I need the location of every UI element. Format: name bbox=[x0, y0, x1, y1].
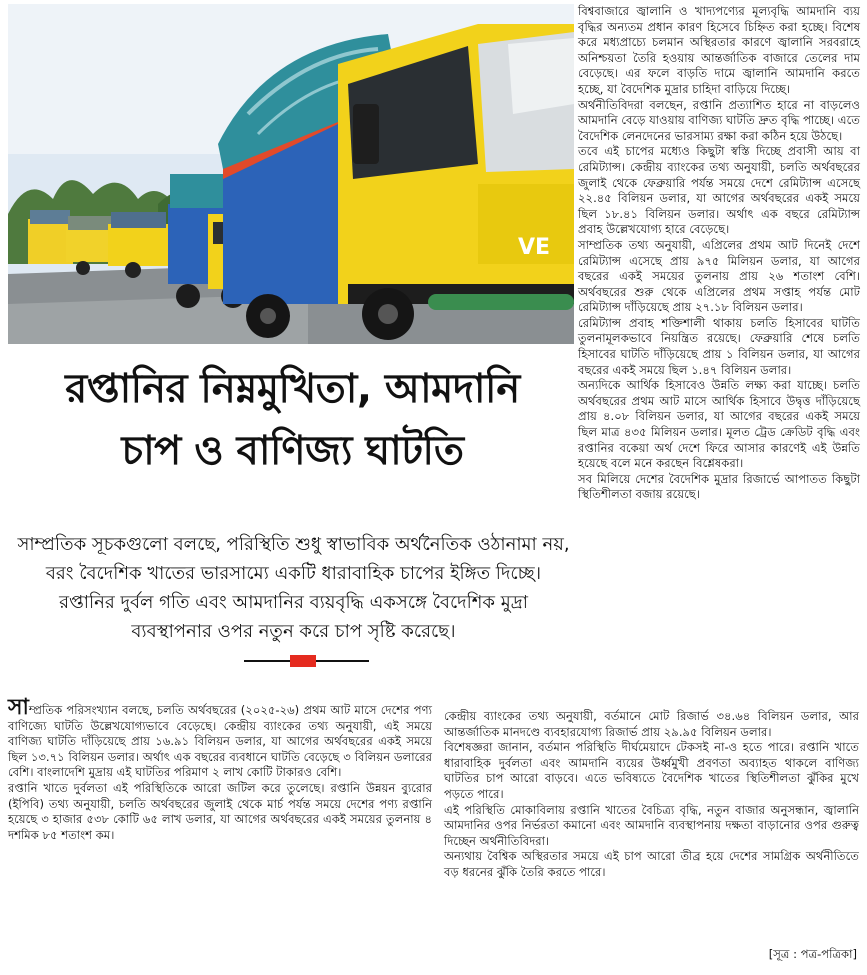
drop-cap: সা bbox=[8, 695, 29, 720]
bottom-paragraph: বিশেষজ্ঞরা জানান, বর্তমান পরিস্থিতি দীর্ঘমেয়াদে টেকসই না-ও হতে পারে। রপ্তানি খাতে ধারাবাহিক দুর্বলতা এবং আমদানি ব্যয়ের উর্ধ্বমুখী প্রবণতা অব্যাহত থাকলে বাণিজ্য ঘাটতির চাপ আরো বাড়বে। এতে ভবিষ্যতে বৈদেশিক খাতের স্থিতিশীলতা ঝুঁকির মুখে পড়তে পারে। bbox=[444, 740, 859, 801]
right-paragraph: সব মিলিয়ে দেশের বৈদেশিক মুদ্রার রিজার্ভে আপাতত কিছুটা স্থিতিশীলতা বজায় রয়েছে। bbox=[578, 471, 860, 502]
headline-line-1: রপ্তানির নিম্নমুখিতা, আমদানি bbox=[65, 366, 520, 412]
source-credit: [সূত্র : পত্র-পত্রিকা] bbox=[768, 947, 857, 961]
right-paragraph: সাম্প্রতিক তথ্য অনুযায়ী, এপ্রিলের প্রথম আট দিনেই দেশে রেমিট্যান্স এসেছে প্রায় ৯৭৫ মিলিয়ন ডলার, যা আগের বছরের একই সময়ের তুলনায় প্রায় ২৬ শতাংশ বেশি। অর্থবছরের শুরু থেকে এপ্রিলের প্রথম সপ্তাহ পর্যন্ত মোট রেমিট্যান্স দাঁড়িয়েছে প্রায় ২৭.১৮ বিলিয়ন ডলার। bbox=[578, 237, 860, 315]
bottom-paragraph: এই পরিস্থিতি মোকাবিলায় রপ্তানি খাতের বৈচিত্র্য বৃদ্ধি, নতুন বাজার অনুসন্ধান, জ্বালানি আমদানির ওপর নির্ভরতা কমানো এবং আমদানি ব্যবস্থাপনায় দক্ষতা বাড়ানোর ওপর গুরুত্ব দিচ্ছেন অর্থনীতিবিদরা। bbox=[444, 802, 859, 848]
right-paragraph: তবে এই চাপের মধ্যেও কিছুটা স্বস্তি দিচ্ছে প্রবাসী আয় বা রেমিট্যান্স। কেন্দ্রীয় ব্যাংকের তথ্য অনুযায়ী, চলতি অর্থবছরের জুলাই থেকে ফেব্রুয়ারি পর্যন্ত সময়ে দেশে রেমিট্যান্স এসেছে ২২.৪৫ বিলিয়ন ডলার, যা আগের অর্থবছরের একই সময়ে ছিল ১৮.৪১ বিলিয়ন ডলার। অর্থাৎ এক বছরে রেমিট্যান্স প্রবাহ উল্লেখযোগ্য হারে বেড়েছে। bbox=[578, 144, 860, 237]
truck-convoy-photo bbox=[8, 4, 574, 344]
right-paragraph: রেমিট্যান্স প্রবাহ শক্তিশালী থাকায় চলতি হিসাবের ঘাটতি তুলনামূলকভাবে নিয়ন্ত্রিত রয়েছে। ফেব্রুয়ারি শেষে চলতি হিসাবের ঘাটতি দাঁড়িয়েছে প্রায় ১ বিলিয়ন ডলার, যা আগের বছরের একই সময়ে ছিল ১.৪৭ বিলিয়ন ডলার। bbox=[578, 315, 860, 377]
headline bbox=[10, 358, 575, 482]
lede-paragraph: সাম্প্রতিক সূচকগুলো বলছে, পরিস্থিতি শুধু স্বাভাবিক অর্থনৈতিক ওঠানামা নয়, বরং বৈদেশিক খাতের ভারসাম্যে একটি ধারাবাহিক চাপের ইঙ্গিত দিচ্ছে। রপ্তানির দুর্বল গতি এবং আমদানির ব্যয়বৃদ্ধি একসঙ্গে বৈদেশিক মুদ্রা ব্যবস্থাপনার ওপর নতুন করে চাপ সৃষ্টি করেছে। bbox=[17, 534, 570, 642]
right-paragraph: বিশ্ববাজারে জ্বালানি ও খাদ্যপণ্যের মূল্যবৃদ্ধি আমদানি ব্যয় বৃদ্ধির অন্যতম প্রধান কারণ হিসেবে চিহ্নিত করা হচ্ছে। বিশেষ করে মধ্যপ্রাচ্যে চলমান অস্থিরতার কারণে জ্বালানি সরবরাহে অনিশ্চয়তা তৈরি হওয়ায় আন্তর্জাতিক বাজারে তেলের দাম বেড়েছে। এর ফলে বাড়তি দামে জ্বালানি আমদানি করতে হচ্ছে, যা বৈদেশিক মুদ্রার চাহিদা বাড়িয়ে দিচ্ছে। bbox=[578, 4, 860, 96]
bottom-paragraph: কেন্দ্রীয় ব্যাংকের তথ্য অনুযায়ী, বর্তমানে মোট রিজার্ভ ৩৪.৬৪ বিলিয়ন ডলার, আর আন্তর্জাতিক মানদণ্ডে ব্যবহারযোগ্য রিজার্ভ প্রায় ২৯.৯৫ বিলিয়ন ডলার। bbox=[444, 709, 859, 739]
headline-line-2: চাপ ও বাণিজ্য ঘাটতি bbox=[121, 428, 464, 474]
divider-accent-mark bbox=[290, 655, 316, 667]
left-paragraph bbox=[8, 695, 432, 781]
bottom-paragraph: অন্যথায় বৈশ্বিক অস্থিরতার সময়ে এই চাপ আরো তীব্র হয়ে দেশের সামগ্রিক অর্থনীতিতে বড় ধরনের ঝুঁকি তৈরি করতে পারে। bbox=[444, 849, 859, 879]
left-paragraph-text: ম্প্রতিক পরিসংখ্যান বলছে, চলতি অর্থবছরের (২০২৫-২৬) প্রথম আট মাসে দেশের পণ্য বাণিজ্যে ঘাটতি উল্লেখযোগ্যভাবে বেড়েছে। কেন্দ্রীয় ব্যাংকের তথ্য অনুযায়ী, এই সময়ে বাণিজ্য ঘাটতি দাঁড়িয়েছে প্রায় ১৬.৯১ বিলিয়ন ডলার, যা আগের অর্থবছরের একই সময়ে ছিল ১৩.৭১ বিলিয়ন ডলার। অর্থাৎ এক বছরের ব্যবধানে ঘাটতি বেড়েছে ৩ বিলিয়ন ডলারের বেশি। বাংলাদেশি মুদ্রায় এই ঘাটতির পরিমাণ ২ লাখ কোটি টাকারও বেশি। bbox=[8, 703, 432, 780]
bottom-column bbox=[444, 709, 859, 881]
left-column bbox=[8, 695, 432, 843]
right-paragraph: অন্যদিকে আর্থিক হিসাবেও উন্নতি লক্ষ্য করা যাচ্ছে। চলতি অর্থবছরের প্রথম আট মাসে আর্থিক হিসাবে উদ্বৃত্ত দাঁড়িয়েছে প্রায় ৪.০৮ বিলিয়ন ডলার, যা আগের বছরের একই সময়ে ছিল মাত্র ৪৩৫ মিলিয়ন ডলার। মূলত ট্রেড ক্রেডিট বৃদ্ধি এবং রপ্তানির বকেয়া অর্থ দেশে ফিরে আসার কারণেই এই উন্নতি হয়েছে বলে মনে করছেন বিশ্লেষকরা। bbox=[578, 378, 860, 471]
right-column bbox=[578, 4, 860, 503]
svg-text:VE: VE bbox=[518, 235, 551, 260]
left-paragraph: রপ্তানি খাতে দুর্বলতা এই পরিস্থিতিকে আরো জটিল করে তুলেছে। রপ্তানি উন্নয়ন ব্যুরোর (ইপিবি) তথ্য অনুযায়ী, চলতি অর্থবছরের জুলাই থেকে মার্চ পর্যন্ত সময়ে দেশের পণ্য রপ্তানি হয়েছে ৩ হাজার ৫৩৮ কোটি ৬৫ লাখ ডলার, যা আগের অর্থবছরের একই সময়ের তুলনায় ৪ দশমিক ৮৫ শতাংশ কম। bbox=[8, 780, 432, 842]
right-paragraph: অর্থনীতিবিদরা বলছেন, রপ্তানি প্রত্যাশিত হারে না বাড়লেও আমদানি বেড়ে যাওয়ায় বাণিজ্য ঘাটতি দ্রুত বৃদ্ধি পাচ্ছে। এতে বৈদেশিক লেনদেনের ভারসাম্য রক্ষা করা কঠিন হয়ে উঠছে। bbox=[578, 97, 860, 143]
